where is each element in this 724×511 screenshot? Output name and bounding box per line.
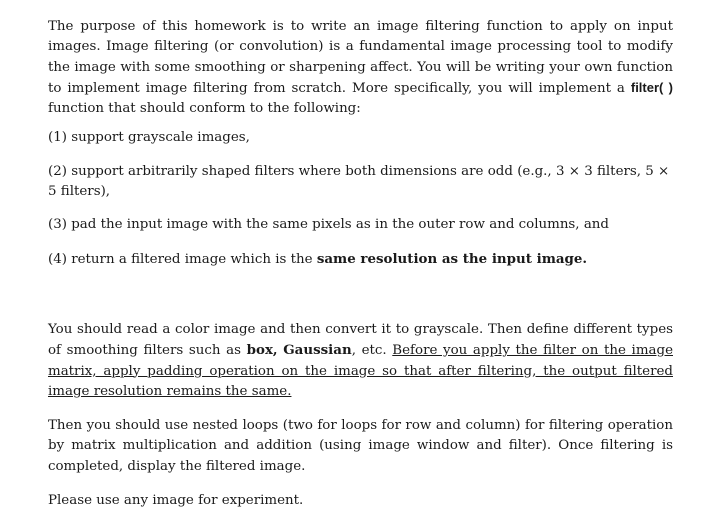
paragraph-2-text: You should read a color image and then convert it to grayscale. Then define different types of smoothing filters such as [48,321,673,359]
function-name: filter( ) [630,79,673,95]
paragraph-2-etc: , etc. [351,343,393,359]
requirement-4-text: (4) return a filtered image which is the [48,251,317,267]
requirement-4-bold: same resolution as the input image. [316,250,588,267]
requirement-2: (2) support arbitrarily shaped filters where both dimensions are odd (e.g., 3 × 3 filters, 5 × 5 filters), [48,163,670,200]
box-filter-term: box, [246,342,278,359]
assignment-document [48,17,673,511]
gaussian-filter-term: Gaussian [283,342,352,359]
intro-paragraph [48,17,673,119]
paragraph-use-any-image: Please use any image for experiment. [48,493,304,509]
requirement-3: (3) pad the input image with the same pixels as in the outer row and columns, and [48,217,610,233]
intro-text-end: function that should conform to the following: [48,101,361,117]
section-spacer [48,270,673,320]
requirement-4 [48,249,673,270]
requirement-1: (1) support grayscale images, [48,130,250,146]
intro-text: The purpose of this homework is to write an image filtering function to apply on input images. Image filtering (or convolution) is a fundamental image processing tool to modify the image with some smoothing or sharpening affect. You will be writing your own function to implement image filtering from scratch. More specifically, you will implement a [48,19,673,96]
paragraph-read-image [48,320,673,402]
paragraph-nested-loops: Then you should use nested loops (two for loops for row and column) for filtering operation by matrix multiplication and addition (using image window and filter). Once filtering is completed, display the filtered image. [48,418,673,474]
padding-instruction: Before you apply the filter on the image matrix, apply padding operation on the image so that after filtering, the output filtered image resolution remains the same. [48,343,673,399]
